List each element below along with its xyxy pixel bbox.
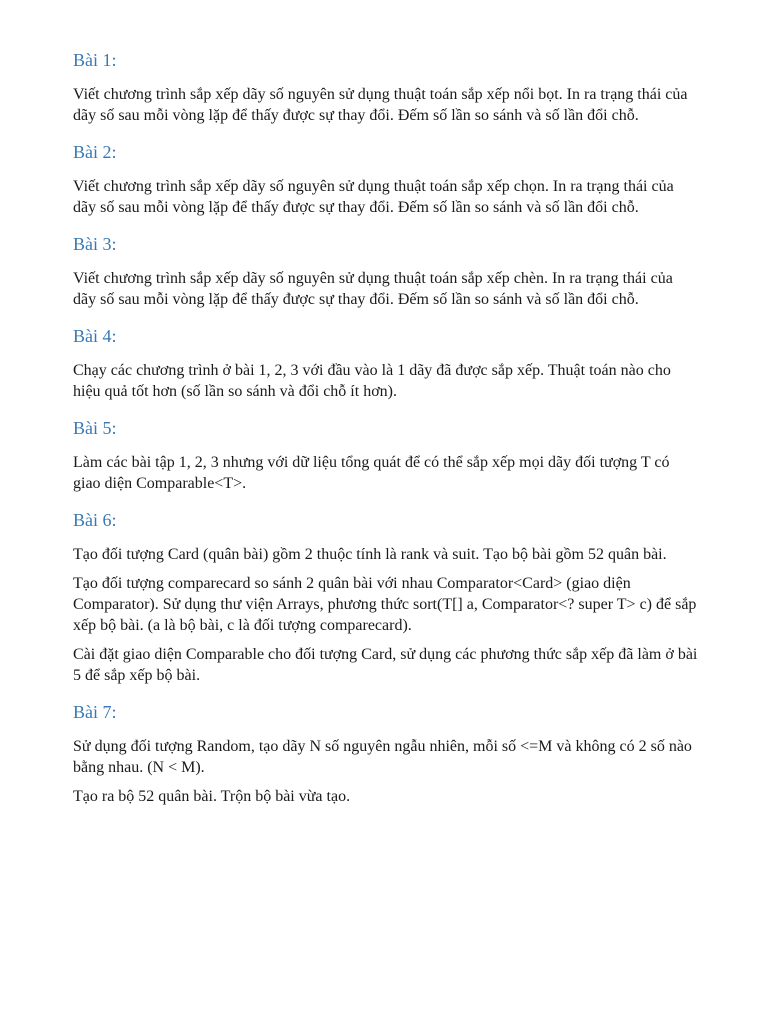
exercise-6-text-1: Tạo đối tượng Card (quân bài) gồm 2 thuộc tính là rank và suit. Tạo bộ bài gồm 52 quân bài. xyxy=(73,546,667,563)
exercise-3-text: Viết chương trình sắp xếp dãy số nguyên sử dụng thuật toán sắp xếp chèn. In ra trạng thái của dãy số sau mỗi vòng lặp để thấy được sự thay đổi. Đếm số lần so sánh và số lần đổi chỗ. xyxy=(73,270,673,308)
exercise-5 xyxy=(73,416,698,494)
exercise-6 xyxy=(73,508,698,686)
exercise-3 xyxy=(73,232,698,310)
exercise-2 xyxy=(73,140,698,218)
exercise-4-text: Chạy các chương trình ở bài 1, 2, 3 với đầu vào là 1 dãy đã được sắp xếp. Thuật toán nào cho hiệu quả tốt hơn (số lần so sánh và đổi chỗ ít hơn). xyxy=(73,362,671,400)
exercise-6-text-2: Tạo đối tượng comparecard so sánh 2 quân bài với nhau Comparator<Card> (giao diện Comparator). Sử dụng thư viện Arrays, phương thức sort(T[] a, Comparator<? super T> c) để sắp xếp bộ bài. (a là bộ bài, c là đối tượng comparecard). xyxy=(73,575,697,634)
exercise-4-heading: Bài 4: xyxy=(73,326,117,346)
exercise-5-heading: Bài 5: xyxy=(73,418,117,438)
exercise-3-heading: Bài 3: xyxy=(73,234,117,254)
exercise-2-heading: Bài 2: xyxy=(73,142,117,162)
exercise-6-heading: Bài 6: xyxy=(73,510,117,530)
exercise-4 xyxy=(73,324,698,402)
exercise-1 xyxy=(73,48,698,126)
exercise-5-text: Làm các bài tập 1, 2, 3 nhưng với dữ liệu tổng quát để có thể sắp xếp mọi dãy đối tượng T có giao diện Comparable<T>. xyxy=(73,454,670,492)
exercise-7-text-1: Sử dụng đối tượng Random, tạo dãy N số nguyên ngẫu nhiên, mỗi số <=M và không có 2 số nào bằng nhau. (N < M). xyxy=(73,738,692,776)
exercise-6-text-3: Cài đặt giao diện Comparable cho đối tượng Card, sử dụng các phương thức sắp xếp đã làm ở bài 5 để sắp xếp bộ bài. xyxy=(73,646,698,684)
exercise-1-heading: Bài 1: xyxy=(73,50,117,70)
exercise-list xyxy=(73,48,698,821)
exercise-2-text: Viết chương trình sắp xếp dãy số nguyên sử dụng thuật toán sắp xếp chọn. In ra trạng thái của dãy số sau mỗi vòng lặp để thấy được sự thay đổi. Đếm số lần so sánh và số lần đổi chỗ. xyxy=(73,178,674,216)
exercise-7-text-2: Tạo ra bộ 52 quân bài. Trộn bộ bài vừa tạo. xyxy=(73,788,351,805)
exercise-7 xyxy=(73,700,698,807)
exercise-1-text: Viết chương trình sắp xếp dãy số nguyên sử dụng thuật toán sắp xếp nổi bọt. In ra trạng thái của dãy số sau mỗi vòng lặp để thấy được sự thay đổi. Đếm số lần so sánh và số lần đổi chỗ. xyxy=(73,86,688,124)
exercise-7-heading: Bài 7: xyxy=(73,702,117,722)
